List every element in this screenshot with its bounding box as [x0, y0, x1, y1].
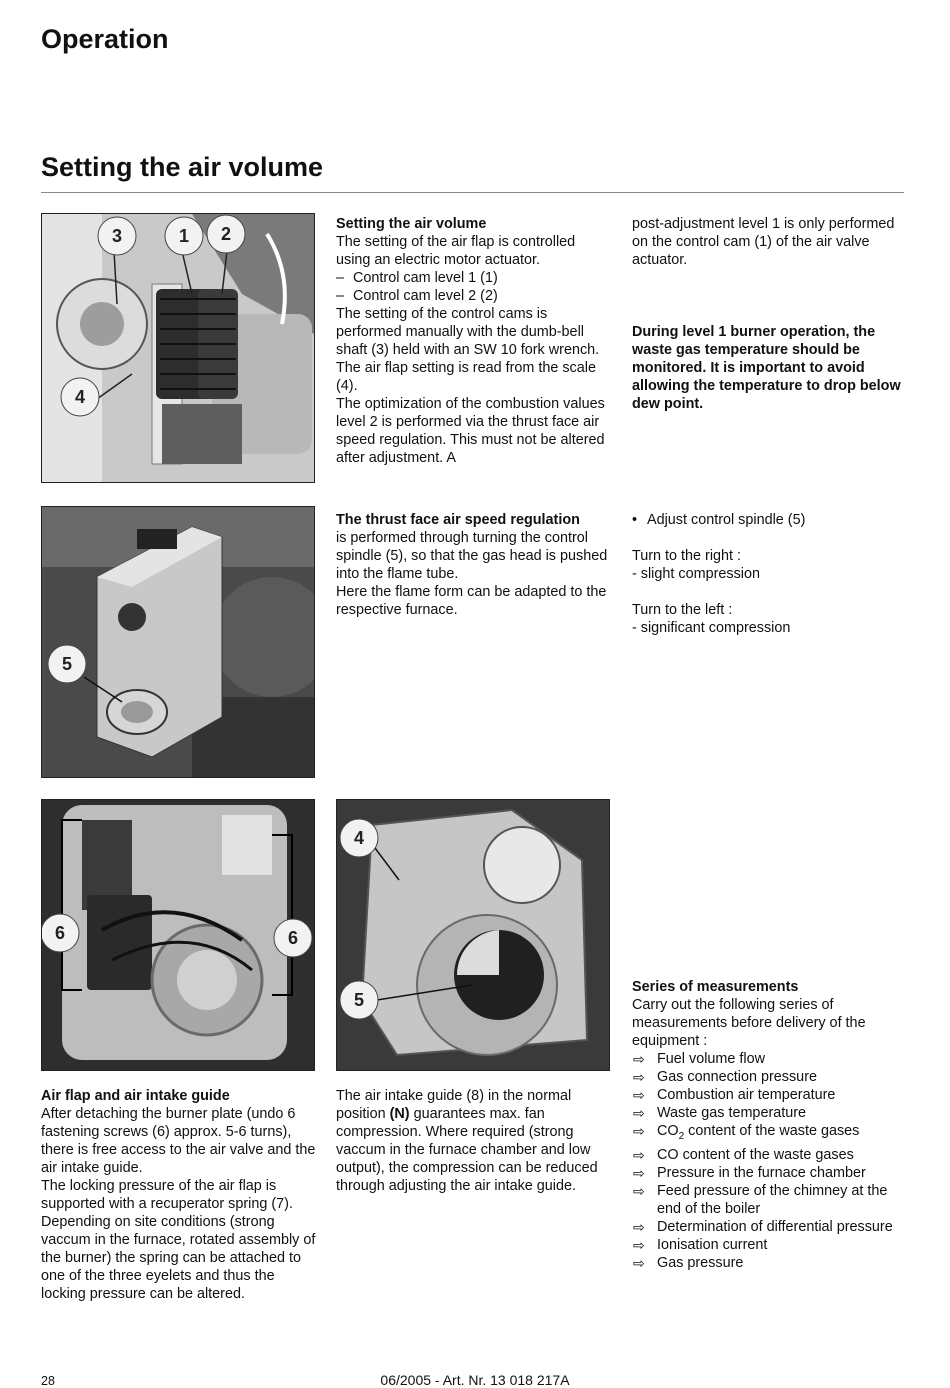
air-volume-heading: Setting the air volume: [336, 216, 487, 232]
turn-left-value: - significant compression: [632, 620, 791, 636]
photo-burner-plate: [41, 799, 315, 1071]
arrow-right-icon: ⇨: [633, 1087, 645, 1103]
arrow-right-icon: ⇨: [633, 1123, 645, 1139]
photo3-label-6-right: 6: [287, 928, 299, 948]
thrust-face-heading: The thrust face air speed regulation: [336, 512, 580, 528]
section-divider: [41, 192, 904, 193]
photo-air-flap-actuator: [41, 213, 315, 483]
measurements-heading: Series of measurements: [632, 979, 799, 995]
arrow-right-icon: ⇨: [633, 1105, 645, 1121]
air-volume-paragraph: The setting of the control cams is performed manually with the dumb-bell shaft (3) held with an SW 10 fork wrench.: [336, 306, 600, 358]
thrust-face-text-column-1: [336, 511, 611, 619]
thrust-face-text-column-2: [632, 511, 907, 637]
list-item: ⇨ Determination of differential pressure: [633, 1218, 893, 1235]
photo4-label-4: 4: [353, 828, 365, 848]
arrow-right-icon: ⇨: [633, 1164, 645, 1181]
air-flap-paragraph: After detaching the burner plate (undo 6 fastening screws (6) approx. 5-6 turns), there is free access to the air valve and the air intake guide.: [41, 1106, 316, 1176]
air-volume-text-column-1: [336, 215, 611, 467]
section-title: Setting the air volume: [41, 152, 324, 182]
arrow-right-icon: ⇨: [633, 1218, 645, 1235]
photo-burner-plate-graphic: [42, 800, 314, 1070]
measurements-list: [632, 1050, 910, 1272]
air-flap-paragraph: The locking pressure of the air flap is supported with a recuperator spring (7). Depending on site conditions (strong vaccum in the furnace, rotated assembly of the burner) the spring can be attached to one of the three eyelets and thus the locking pressure can be altered.: [41, 1178, 316, 1302]
thrust-face-paragraph: Here the flame form can be adapted to the respective furnace.: [336, 584, 607, 618]
list-item: ⇨ $CO_2$ content of the waste gases: [633, 1123, 860, 1142]
arrow-right-icon: ⇨: [633, 1069, 645, 1085]
list-item: ⇨ Feed pressure of the chimney at the end of the boiler: [633, 1182, 888, 1217]
photo-air-intake-guide-graphic: [337, 800, 609, 1070]
control-cam-list: [336, 269, 611, 305]
air-volume-paragraph: The optimization of the combustion values level 2 is performed via the thrust face air speed regulation. This must not be altered after adjustment. A: [336, 396, 605, 466]
article-number: 06/2005 - Art. Nr. 13 018 217A: [380, 1372, 570, 1388]
list-item: ⇨ Gas connection pressure: [633, 1069, 817, 1085]
list-item: ⇨ Fuel volume flow: [633, 1051, 765, 1067]
photo1-label-4: 4: [74, 387, 86, 407]
air-flap-heading: Air flap and air intake guide: [41, 1088, 230, 1104]
photo3-label-6-left: 6: [54, 923, 66, 943]
air-flap-text-column: [41, 1087, 316, 1303]
photo-air-flap-actuator-graphic: [42, 214, 314, 482]
turn-left-label: Turn to the left :: [632, 602, 733, 618]
list-item: – Control cam level 1 (1): [336, 270, 498, 286]
arrow-right-icon: ⇨: [633, 1236, 645, 1253]
turn-right-value: - slight compression: [632, 566, 760, 582]
thrust-face-paragraph: is performed through turning the control spindle (5), so that the gas head is pushed into the flame tube.: [336, 530, 608, 582]
arrow-right-icon: ⇨: [633, 1146, 645, 1163]
air-volume-intro: The setting of the air flap is controlled using an electric motor actuator.: [336, 234, 576, 268]
page-header-title: Operation: [41, 24, 169, 54]
photo1-label-3: 3: [111, 226, 123, 246]
list-item: – Control cam level 2 (2): [336, 288, 498, 304]
photo-air-intake-guide: [336, 799, 610, 1071]
list-item: ⇨ Gas pressure: [633, 1254, 744, 1271]
page-number: 28: [41, 1374, 55, 1388]
dew-point-warning: During level 1 burner operation, the waste gas temperature should be monitored. It is important to avoid allowing the temperature to drop below dew point.: [632, 324, 901, 412]
air-intake-text-column: [336, 1087, 611, 1195]
photo-control-spindle-graphic: [42, 507, 314, 777]
turn-right-label: Turn to the right :: [632, 548, 742, 564]
list-item: ⇨ Combustion air temperature: [633, 1087, 836, 1103]
air-volume-text-column-2: [632, 215, 907, 413]
list-item: ⇨ Pressure in the furnace chamber: [633, 1164, 866, 1181]
photo1-label-2: 2: [220, 224, 232, 244]
list-item: • Adjust control spindle (5): [632, 512, 806, 528]
measurements-column: [632, 978, 910, 1272]
list-item: ⇨ Waste gas temperature: [633, 1105, 807, 1121]
air-volume-paragraph: post-adjustment level 1 is only performed on the control cam (1) of the air valve actuator.: [632, 216, 895, 268]
spindle-bullet-list: [632, 511, 907, 529]
measurements-intro: Carry out the following series of measurements before delivery of the equipment :: [632, 997, 866, 1049]
air-volume-paragraph: The air flap setting is read from the scale (4).: [336, 360, 596, 394]
photo-control-spindle: [41, 506, 315, 778]
photo4-label-5: 5: [353, 990, 365, 1010]
photo1-label-1: 1: [178, 226, 190, 246]
photo2-label-5: 5: [61, 654, 73, 674]
air-intake-paragraph: The air intake guide (8) in the normal position (N) guarantees max. fan compression. Where required (strong vaccum in the furnace chamber and low output), the compression can be reduced through adjusting the air intake guide.: [336, 1088, 598, 1194]
list-item: ⇨ Ionisation current: [633, 1236, 768, 1253]
arrow-right-icon: ⇨: [633, 1182, 645, 1199]
arrow-right-icon: ⇨: [633, 1051, 645, 1067]
arrow-right-icon: ⇨: [633, 1254, 645, 1271]
list-item: ⇨ CO content of the waste gases: [633, 1146, 854, 1163]
